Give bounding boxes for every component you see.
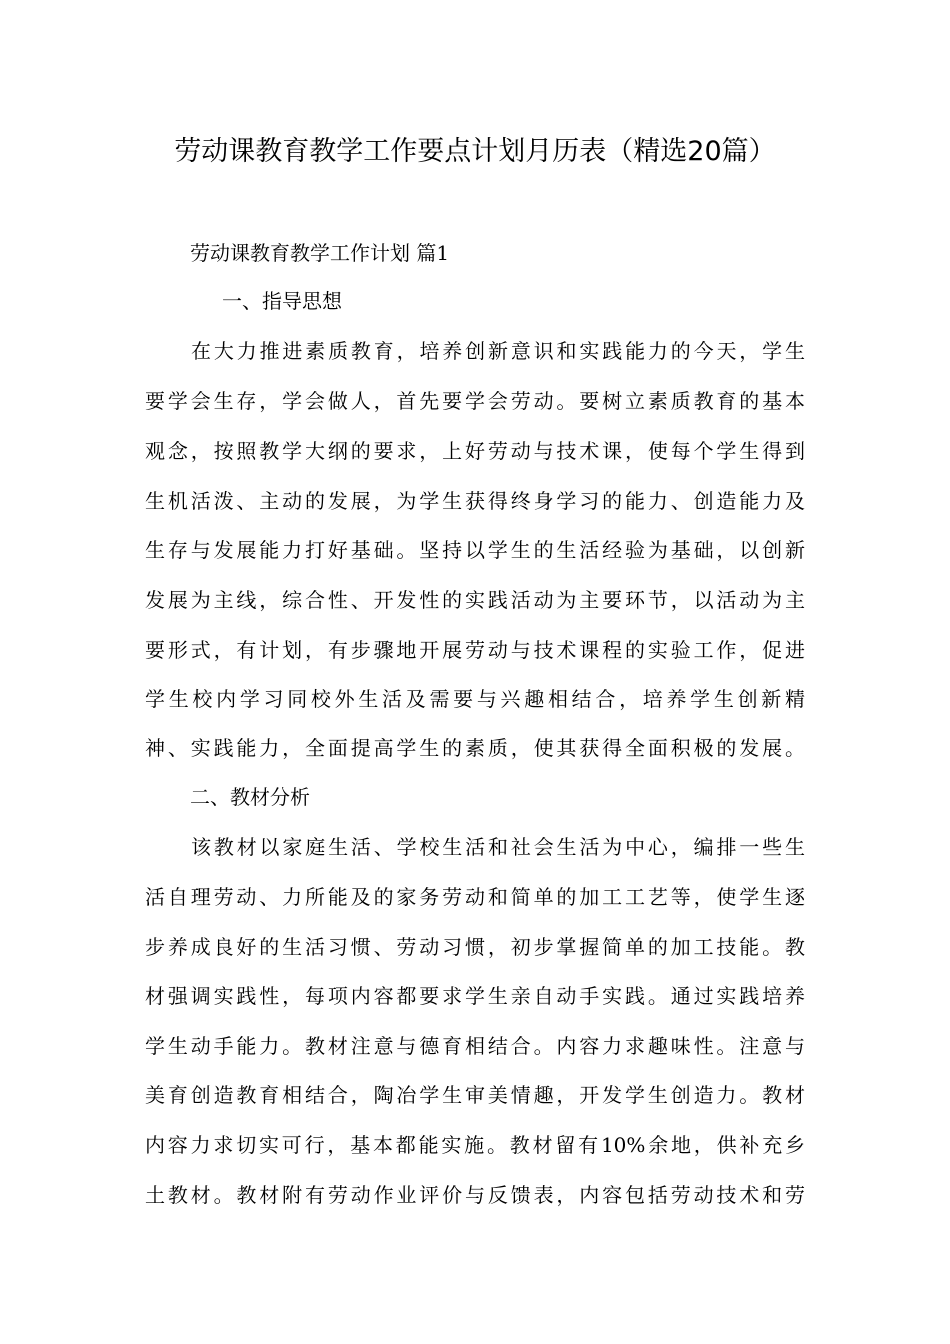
paragraph-line: 内容力求切实可行，基本都能实施。教材留有10%余地，供补充乡 — [145, 1133, 805, 1157]
paragraph-line: 生机活泼、主动的发展，为学生获得终身学习的能力、创造能力及 — [145, 489, 805, 513]
paragraph-line: 要形式，有计划，有步骤地开展劳动与技术课程的实验工作，促进 — [145, 638, 805, 662]
document-subtitle: 劳动课教育教学工作计划 篇1 — [190, 241, 450, 265]
paragraph-line: 在大力推进素质教育，培养创新意识和实践能力的今天，学生 — [191, 339, 805, 363]
paragraph-line: 学生校内学习同校外生活及需要与兴趣相结合，培养学生创新精 — [145, 687, 805, 711]
paragraph-line: 步养成良好的生活习惯、劳动习惯，初步掌握简单的加工技能。教 — [145, 935, 805, 959]
section-heading-textbook-analysis: 二、教材分析 — [190, 785, 310, 809]
paragraph-line: 学生动手能力。教材注意与德育相结合。内容力求趣味性。注意与 — [145, 1034, 805, 1058]
paragraph-line: 要学会生存，学会做人，首先要学会劳动。要树立素质教育的基本 — [145, 389, 805, 413]
paragraph-line: 发展为主线，综合性、开发性的实践活动为主要环节，以活动为主 — [145, 588, 805, 612]
paragraph-line: 该教材以家庭生活、学校生活和社会生活为中心，编排一些生 — [191, 835, 805, 859]
paragraph-line: 观念，按照教学大纲的要求，上好劳动与技术课，使每个学生得到 — [145, 439, 805, 463]
paragraph-line: 生存与发展能力打好基础。坚持以学生的生活经验为基础，以创新 — [145, 538, 805, 562]
paragraph-line: 神、实践能力，全面提高学生的素质，使其获得全面积极的发展。 — [145, 736, 805, 760]
paragraph-line: 活自理劳动、力所能及的家务劳动和简单的加工工艺等，使学生逐 — [145, 885, 805, 909]
paragraph-line: 土教材。教材附有劳动作业评价与反馈表，内容包括劳动技术和劳 — [145, 1183, 805, 1207]
document-title: 劳动课教育教学工作要点计划月历表（精选20篇） — [174, 136, 776, 167]
paragraph-line: 美育创造教育相结合，陶冶学生审美情趣，开发学生创造力。教材 — [145, 1083, 805, 1107]
paragraph-line: 材强调实践性，每项内容都要求学生亲自动手实践。通过实践培养 — [145, 984, 805, 1008]
section-heading-guiding-ideology: 一、指导思想 — [222, 289, 342, 313]
